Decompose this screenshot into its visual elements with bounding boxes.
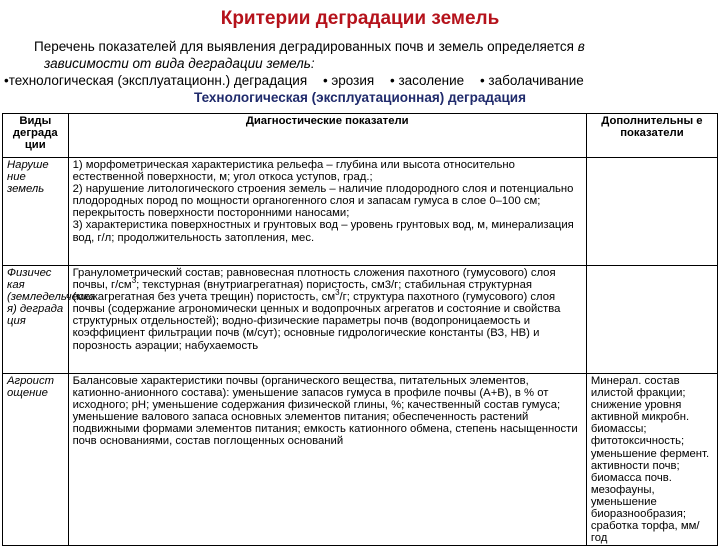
degradation-types-list xyxy=(4,72,718,89)
row-main-text-c: /г; структура пахотного (гумусового) слоя почвы (содержание агрономически ценных и водопрочных агрегатов и состояние и свойства структурных отдельностей); водно-физические параметры почв (водопроницаемость и коэффициент фильтрации почв (м/сут); основные гидрологические константы (ВЗ, НВ) и порозность аэрации; набухаемость xyxy=(72,291,561,352)
row-extra-cell xyxy=(586,266,717,374)
header-degradation-type: Виды деграда ции xyxy=(3,114,69,158)
table-row xyxy=(3,374,718,546)
table-row xyxy=(3,158,718,266)
bullet-erosion: • эрозия xyxy=(322,73,375,88)
criteria-table xyxy=(2,113,718,546)
section-subtitle: Технологическая (эксплуатационная) деградация xyxy=(194,90,526,105)
bullet-waterlogging: • заболачивание xyxy=(479,73,584,88)
row-kind-cell: Наруше ние земель xyxy=(3,158,69,266)
bullet-salinization: • засоление xyxy=(389,73,465,88)
header-diagnostic-indicators: Диагностические показатели xyxy=(68,114,586,158)
bullet-technological: •технологическая (эксплуатационн.) деградация xyxy=(4,73,308,88)
row-main-cell: 1) морфометрическая характеристика рельефа – глубина или высота относительно естественной поверхности, м; угол откоса уступов, град.; 2) нарушение литологического строения земель – наличие плодородного слоя и потенциально плодородных пород по мощности органогенного слоя и запасам гумуса в слое 0–100 см; перекрытость поверхности посторонними наносами; 3) характеристика поверхностных и грунтовых вод – уровень грунтовых вод, м, минерализация вод, г/л; продолжительность затопления, мес. xyxy=(68,158,586,266)
intro-line-1 xyxy=(34,38,704,55)
intro-line-1-tail: в xyxy=(577,39,585,54)
row-main-text-a: Гранулометрический состав; равновесная плотность сложения пахотного (гумусового) слоя почвы, г/см xyxy=(72,267,556,292)
superscript-3: 3 xyxy=(335,288,340,298)
row-main-cell xyxy=(68,266,586,374)
table-row xyxy=(3,266,718,374)
row-kind-cell: Агроист ощение xyxy=(3,374,69,546)
header-additional-indicators: Дополнительны е показатели xyxy=(586,114,717,158)
row-main-cell: Балансовые характеристики почвы (органического вещества, питательных элементов, катионно-анионного состава): уменьшение запасов гумуса в профиле почвы (А+В), в % от исходного; рН; уменьшение содержания физической глины, %; качественный состав гумуса; уменьшение валового запаса основных элементов питания; обеспеченность растений подвижными формами элементов питания; емкость катионного обмена, степень насыщенности почв основаниями, состав поглощенных оснований xyxy=(68,374,586,546)
row-main-text-b: ; текстурная (внутриагрегатная) пористость, см3/г; стабильная структурная (межагрегатная без учета трещин) пористость, см xyxy=(72,279,533,304)
row-kind-cell: Физичес кая (земледельческа я) деграда ция xyxy=(3,266,69,374)
intro-line-2: зависимости от вида деградации земель: xyxy=(44,56,315,71)
table-header-row xyxy=(3,114,718,158)
page-title: Критерии деградации земель xyxy=(220,8,500,29)
superscript-3: 3 xyxy=(131,276,137,286)
row-extra-cell xyxy=(586,158,717,266)
intro-paragraph xyxy=(34,38,704,72)
intro-line-1-text: Перечень показателей для выявления деградированных почв и земель определяется xyxy=(34,39,574,54)
row-extra-cell: Минерал. состав илистой фракции; снижение уровня активной микробн. биомассы; фитотоксичность; уменьшение фермент. активности почв; биомасса почв. мезофауны, уменьшение биоразнообразия; сработка торфа, мм/год xyxy=(586,374,717,546)
